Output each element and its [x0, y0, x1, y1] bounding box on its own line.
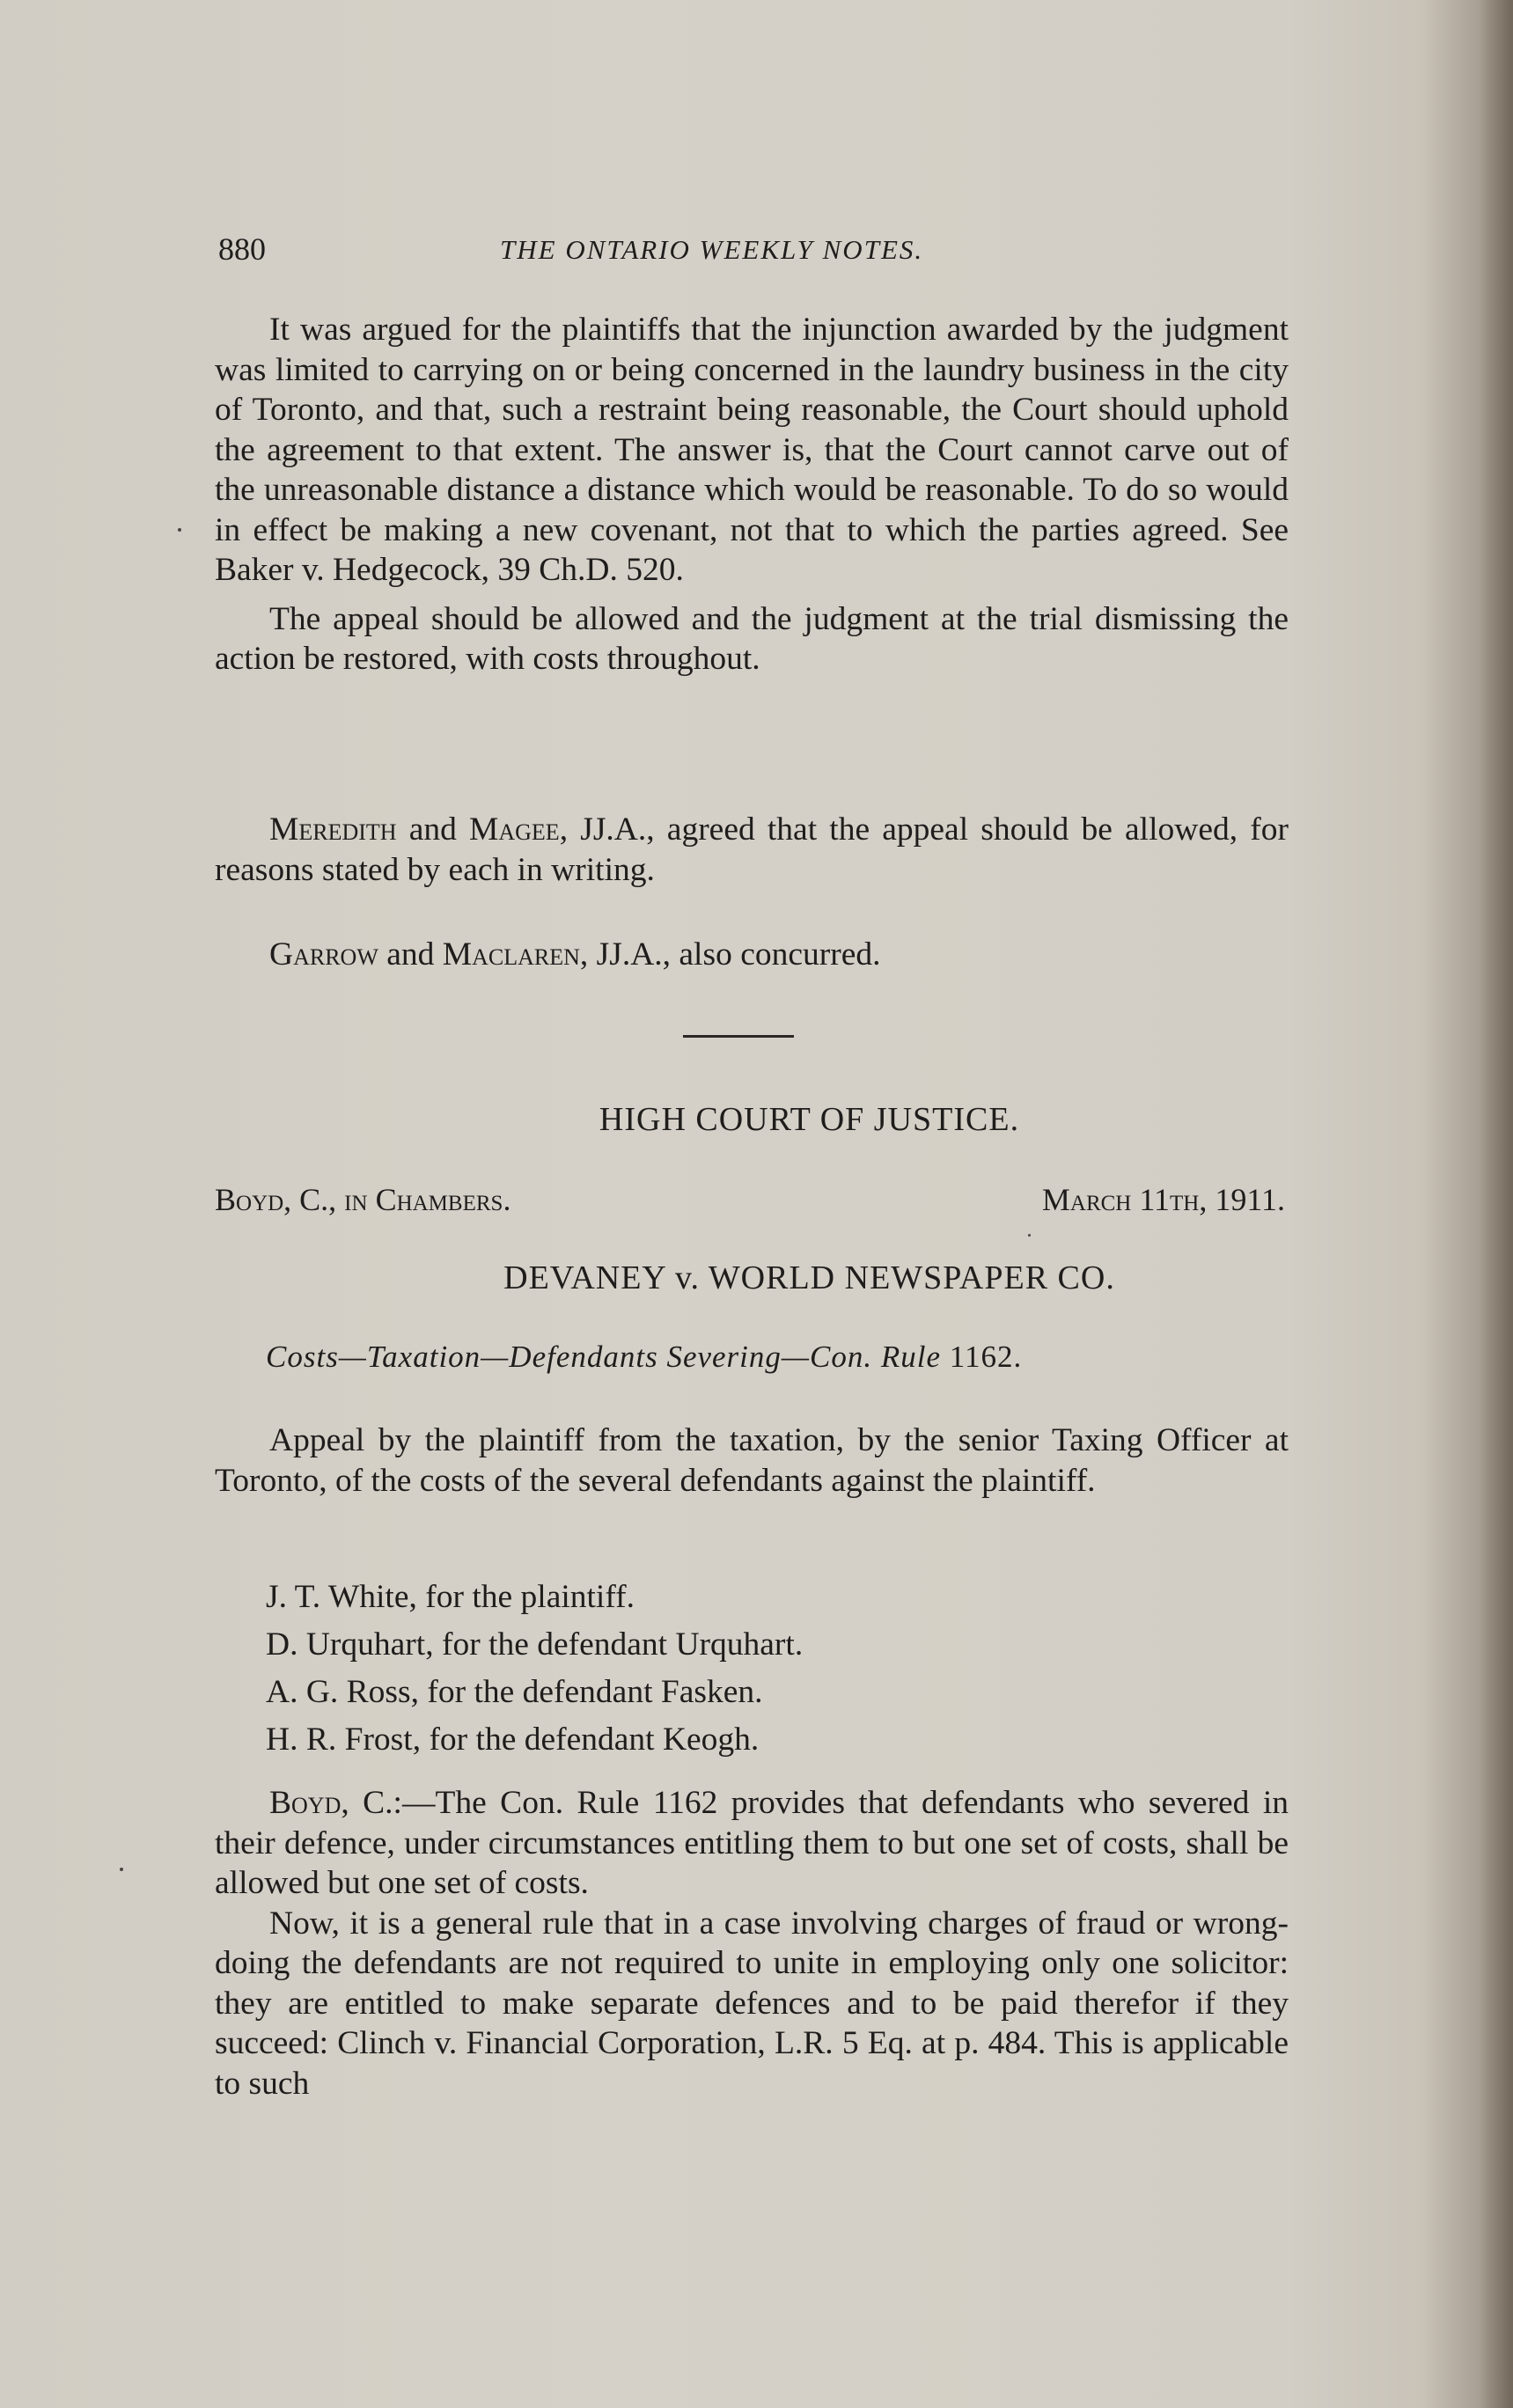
judge-name: Magee	[469, 811, 560, 848]
concurrence-garrow-maclaren	[215, 935, 1289, 975]
counsel-entry: H. R. Frost, for the defendant Keogh.	[266, 1722, 760, 1758]
catchwords	[266, 1340, 1022, 1375]
judge-name: Maclaren	[442, 936, 580, 973]
concurrence-meredith-magee	[215, 810, 1289, 890]
concurrence-text: , JJ.A., also concurred.	[579, 936, 881, 973]
judge-name: Garrow	[269, 936, 378, 973]
catchwords-text: Costs—Taxation—Defendants Severing—Con. Rule	[266, 1340, 942, 1374]
judgment-paragraph-2: Now, it is a general rule that in a case involving charges of fraud or wrong-doing the defendants are not required to unite in employing only one solicitor: they are entitled to make separate defences and to be paid therefor if they succeed: Clinch v. Financial Corporation, L.R. 5 Eq. at p. 484. This is applicable to such	[215, 1905, 1289, 2102]
judgment-text	[215, 1783, 1289, 2103]
journal-title: THE ONTARIO WEEKLY NOTES.	[500, 234, 924, 265]
counsel-entry: J. T. White, for the plaintiff.	[266, 1579, 635, 1615]
counsel-entry: D. Urquhart, for the defendant Urquhart.	[266, 1626, 804, 1663]
counsel-list	[266, 1574, 803, 1764]
case-title: DEVANEY v. WORLD NEWSPAPER CO.	[503, 1259, 1115, 1296]
counsel-entry: A. G. Ross, for the defendant Fasken.	[266, 1674, 763, 1710]
concurrence-text: , JJ.A., agreed that the appeal should be allowed, for reasons stated by each in writing.	[215, 811, 1289, 888]
catchwords-rule-number: 1162.	[949, 1340, 1023, 1374]
paragraph-argument: It was argued for the plaintiffs that the injunction awarded by the judgment was limited to carrying on or being concerned in the laundry business in the city of Toronto, and that, such a restraint being reasonable, the Court should uphold the agreement to that extent. The answer is, that the Court cannot carve out of the unreasonable distance a distance which would be reasonable. To do so would in effect be making a new covenant, not that to which the parties agreed. See Baker v. Hedgecock, 39 Ch.D. 520.	[215, 312, 1289, 588]
judgment-paragraph-1	[215, 1783, 1289, 1904]
judge-name: Meredith	[269, 811, 397, 848]
conjunction: and	[378, 936, 443, 973]
judgment-speaker: Boyd, C.	[269, 1785, 393, 1821]
conjunction: and	[396, 811, 470, 848]
court-heading: HIGH COURT OF JUSTICE.	[599, 1101, 1020, 1138]
page-number: 880	[218, 231, 266, 267]
appeal-text: Appeal by the plaintiff from the taxation, by the senior Taxing Officer at Toronto, of the costs of the several defendants against the plaintiff.	[215, 1422, 1289, 1499]
decision-date: March 11th, 1911.	[1041, 1182, 1285, 1217]
print-speck	[1028, 1234, 1031, 1237]
print-speck	[120, 1868, 123, 1871]
judgment-opening: :—The Con. Rule 1162 provides that defendants who severed in their defence, under circumstances entitling them to but one set of costs, shall be allowed but one set of costs.	[215, 1785, 1289, 1901]
paragraph-disposition: The appeal should be allowed and the judgment at the trial dismissing the action be restored, with costs throughout.	[215, 600, 1289, 677]
appeal-statement	[215, 1421, 1289, 1501]
print-speck	[178, 528, 181, 532]
book-spine-edge	[1480, 0, 1513, 2408]
section-divider	[683, 1035, 794, 1038]
opinion-continuation	[215, 310, 1289, 679]
judge-chambers: Boyd, C., in Chambers.	[215, 1182, 511, 1217]
running-head	[218, 231, 1292, 283]
